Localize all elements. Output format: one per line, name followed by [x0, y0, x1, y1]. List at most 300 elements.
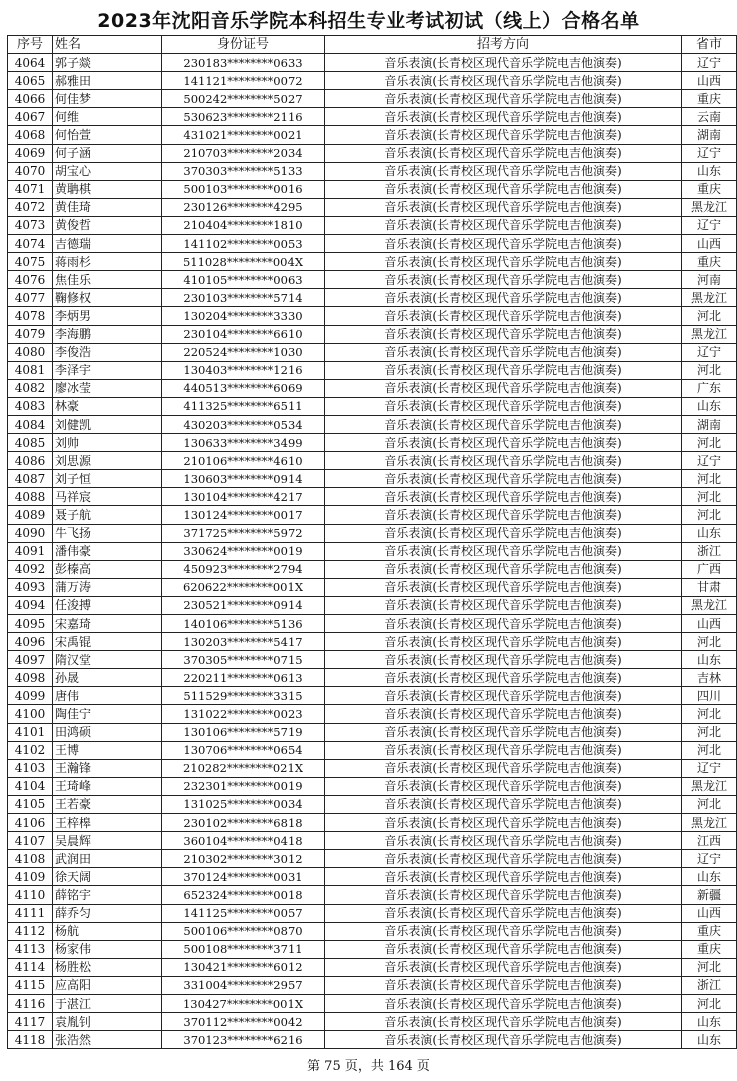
cell-direction: 音乐表演(长青校区现代音乐学院电吉他演奏) — [325, 814, 682, 832]
table-row — [8, 560, 737, 578]
table-row — [8, 343, 737, 361]
cell-name: 何佳梦 — [53, 90, 162, 108]
cell-name: 唐伟 — [53, 687, 162, 705]
admission-list-table — [7, 35, 737, 1049]
cell-id: 130104********4217 — [162, 488, 325, 506]
cell-direction: 音乐表演(长青校区现代音乐学院电吉他演奏) — [325, 54, 682, 72]
cell-no: 4107 — [8, 832, 53, 850]
cell-id: 141125********0057 — [162, 904, 325, 922]
cell-direction: 音乐表演(长青校区现代音乐学院电吉他演奏) — [325, 651, 682, 669]
cell-province: 河北 — [682, 361, 737, 379]
cell-province: 山西 — [682, 72, 737, 90]
table-row — [8, 126, 737, 144]
cell-no: 4064 — [8, 54, 53, 72]
cell-id: 210282********021X — [162, 759, 325, 777]
cell-no: 4074 — [8, 235, 53, 253]
table-body — [8, 54, 737, 1049]
cell-id: 230102********6818 — [162, 814, 325, 832]
cell-no: 4091 — [8, 542, 53, 560]
table-row — [8, 958, 737, 976]
cell-direction: 音乐表演(长青校区现代音乐学院电吉他演奏) — [325, 723, 682, 741]
table-row — [8, 723, 737, 741]
table-row — [8, 542, 737, 560]
cell-province: 山东 — [682, 651, 737, 669]
cell-direction: 音乐表演(长青校区现代音乐学院电吉他演奏) — [325, 542, 682, 560]
cell-direction: 音乐表演(长青校区现代音乐学院电吉他演奏) — [325, 940, 682, 958]
cell-no: 4068 — [8, 126, 53, 144]
cell-direction: 音乐表演(长青校区现代音乐学院电吉他演奏) — [325, 397, 682, 415]
cell-no: 4070 — [8, 162, 53, 180]
cell-province: 广东 — [682, 379, 737, 397]
cell-province: 河北 — [682, 633, 737, 651]
cell-id: 370305********0715 — [162, 651, 325, 669]
cell-id: 440513********6069 — [162, 379, 325, 397]
cell-name: 何维 — [53, 108, 162, 126]
cell-id: 210703********2034 — [162, 144, 325, 162]
cell-no: 4093 — [8, 578, 53, 596]
cell-name: 廖冰莹 — [53, 379, 162, 397]
cell-province: 河北 — [682, 488, 737, 506]
cell-no: 4108 — [8, 850, 53, 868]
cell-direction: 音乐表演(长青校区现代音乐学院电吉他演奏) — [325, 922, 682, 940]
cell-no: 4081 — [8, 361, 53, 379]
cell-no: 4088 — [8, 488, 53, 506]
cell-id: 410105********0063 — [162, 271, 325, 289]
table-row — [8, 271, 737, 289]
cell-no: 4069 — [8, 144, 53, 162]
cell-no: 4080 — [8, 343, 53, 361]
cell-id: 130403********1216 — [162, 361, 325, 379]
cell-province: 湖南 — [682, 415, 737, 433]
cell-name: 吴晨辉 — [53, 832, 162, 850]
cell-id: 131022********0023 — [162, 705, 325, 723]
cell-direction: 音乐表演(长青校区现代音乐学院电吉他演奏) — [325, 832, 682, 850]
cell-province: 河北 — [682, 741, 737, 759]
cell-id: 220524********1030 — [162, 343, 325, 361]
cell-name: 刘子恒 — [53, 470, 162, 488]
cell-no: 4083 — [8, 397, 53, 415]
cell-province: 云南 — [682, 108, 737, 126]
cell-id: 411325********6511 — [162, 397, 325, 415]
cell-province: 四川 — [682, 687, 737, 705]
table-row — [8, 615, 737, 633]
cell-no: 4086 — [8, 452, 53, 470]
cell-no: 4089 — [8, 506, 53, 524]
table-row — [8, 850, 737, 868]
column-header-no: 序号 — [8, 36, 53, 54]
cell-id: 130633********3499 — [162, 434, 325, 452]
cell-name: 潘伟豪 — [53, 542, 162, 560]
cell-name: 何子涵 — [53, 144, 162, 162]
cell-province: 河南 — [682, 271, 737, 289]
table-row — [8, 759, 737, 777]
cell-no: 4116 — [8, 994, 53, 1012]
cell-name: 牛飞扬 — [53, 524, 162, 542]
cell-no: 4100 — [8, 705, 53, 723]
cell-no: 4087 — [8, 470, 53, 488]
cell-id: 210404********1810 — [162, 216, 325, 234]
cell-direction: 音乐表演(长青校区现代音乐学院电吉他演奏) — [325, 488, 682, 506]
table-row — [8, 90, 737, 108]
cell-name: 林豪 — [53, 397, 162, 415]
table-row — [8, 596, 737, 614]
table-row — [8, 452, 737, 470]
table-row — [8, 705, 737, 723]
cell-no: 4085 — [8, 434, 53, 452]
table-row — [8, 868, 737, 886]
cell-name: 隋汉堂 — [53, 651, 162, 669]
cell-id: 130204********3330 — [162, 307, 325, 325]
cell-direction: 音乐表演(长青校区现代音乐学院电吉他演奏) — [325, 904, 682, 922]
column-header-province: 省市 — [682, 36, 737, 54]
table-row — [8, 361, 737, 379]
table-row — [8, 578, 737, 596]
cell-name: 王梓槔 — [53, 814, 162, 832]
cell-no: 4098 — [8, 669, 53, 687]
cell-id: 230103********5714 — [162, 289, 325, 307]
cell-id: 130603********0914 — [162, 470, 325, 488]
cell-name: 黄佳琦 — [53, 198, 162, 216]
cell-no: 4099 — [8, 687, 53, 705]
cell-province: 山西 — [682, 615, 737, 633]
cell-province: 黑龙江 — [682, 325, 737, 343]
cell-id: 220211********0613 — [162, 669, 325, 687]
table-row — [8, 886, 737, 904]
cell-province: 吉林 — [682, 669, 737, 687]
cell-province: 黑龙江 — [682, 777, 737, 795]
cell-no: 4078 — [8, 307, 53, 325]
cell-no: 4071 — [8, 180, 53, 198]
table-row — [8, 741, 737, 759]
cell-name: 刘健凯 — [53, 415, 162, 433]
cell-direction: 音乐表演(长青校区现代音乐学院电吉他演奏) — [325, 216, 682, 234]
table-row — [8, 180, 737, 198]
cell-direction: 音乐表演(长青校区现代音乐学院电吉他演奏) — [325, 1013, 682, 1031]
cell-province: 重庆 — [682, 180, 737, 198]
cell-direction: 音乐表演(长青校区现代音乐学院电吉他演奏) — [325, 361, 682, 379]
cell-province: 广西 — [682, 560, 737, 578]
cell-direction: 音乐表演(长青校区现代音乐学院电吉他演奏) — [325, 271, 682, 289]
table-row — [8, 253, 737, 271]
cell-name: 刘帅 — [53, 434, 162, 452]
table-row — [8, 434, 737, 452]
cell-name: 刘思源 — [53, 452, 162, 470]
table-row — [8, 470, 737, 488]
cell-no: 4072 — [8, 198, 53, 216]
cell-direction: 音乐表演(长青校区现代音乐学院电吉他演奏) — [325, 325, 682, 343]
cell-no: 4110 — [8, 886, 53, 904]
cell-province: 河北 — [682, 434, 737, 452]
cell-id: 210302********3012 — [162, 850, 325, 868]
cell-province: 河北 — [682, 506, 737, 524]
cell-direction: 音乐表演(长青校区现代音乐学院电吉他演奏) — [325, 886, 682, 904]
cell-direction: 音乐表演(长青校区现代音乐学院电吉他演奏) — [325, 560, 682, 578]
table-row — [8, 415, 737, 433]
cell-name: 孙晟 — [53, 669, 162, 687]
table-row — [8, 325, 737, 343]
cell-direction: 音乐表演(长青校区现代音乐学院电吉他演奏) — [325, 795, 682, 813]
cell-province: 黑龙江 — [682, 289, 737, 307]
cell-name: 李海鹏 — [53, 325, 162, 343]
cell-id: 360104********0418 — [162, 832, 325, 850]
table-row — [8, 72, 737, 90]
table-row — [8, 976, 737, 994]
cell-province: 河北 — [682, 705, 737, 723]
table-row — [8, 904, 737, 922]
cell-direction: 音乐表演(长青校区现代音乐学院电吉他演奏) — [325, 976, 682, 994]
cell-direction: 音乐表演(长青校区现代音乐学院电吉他演奏) — [325, 994, 682, 1012]
cell-name: 王博 — [53, 741, 162, 759]
cell-direction: 音乐表演(长青校区现代音乐学院电吉他演奏) — [325, 470, 682, 488]
cell-id: 130421********6012 — [162, 958, 325, 976]
table-row — [8, 1013, 737, 1031]
cell-province: 辽宁 — [682, 759, 737, 777]
cell-id: 652324********0018 — [162, 886, 325, 904]
cell-name: 宋嘉琦 — [53, 615, 162, 633]
cell-name: 聂子航 — [53, 506, 162, 524]
cell-name: 杨航 — [53, 922, 162, 940]
cell-province: 浙江 — [682, 542, 737, 560]
cell-name: 袁胤钊 — [53, 1013, 162, 1031]
cell-province: 重庆 — [682, 90, 737, 108]
cell-id: 210106********4610 — [162, 452, 325, 470]
table-row — [8, 940, 737, 958]
cell-province: 河北 — [682, 723, 737, 741]
cell-province: 山东 — [682, 397, 737, 415]
cell-no: 4079 — [8, 325, 53, 343]
cell-province: 黑龙江 — [682, 596, 737, 614]
cell-id: 130106********5719 — [162, 723, 325, 741]
cell-id: 450923********2794 — [162, 560, 325, 578]
page-footer: 第 75 页，共 164 页 — [307, 1059, 430, 1074]
cell-province: 山东 — [682, 868, 737, 886]
cell-name: 蒲万涛 — [53, 578, 162, 596]
cell-name: 任浚搏 — [53, 596, 162, 614]
cell-province: 湖南 — [682, 126, 737, 144]
cell-direction: 音乐表演(长青校区现代音乐学院电吉他演奏) — [325, 379, 682, 397]
cell-direction: 音乐表演(长青校区现代音乐学院电吉他演奏) — [325, 343, 682, 361]
cell-direction: 音乐表演(长青校区现代音乐学院电吉他演奏) — [325, 289, 682, 307]
cell-id: 131025********0034 — [162, 795, 325, 813]
column-header-name: 姓名 — [53, 36, 162, 54]
cell-name: 杨家伟 — [53, 940, 162, 958]
cell-name: 李俊浩 — [53, 343, 162, 361]
cell-province: 重庆 — [682, 253, 737, 271]
cell-no: 4109 — [8, 868, 53, 886]
cell-no: 4065 — [8, 72, 53, 90]
cell-name: 何怡萱 — [53, 126, 162, 144]
cell-province: 河北 — [682, 994, 737, 1012]
cell-province: 甘肃 — [682, 578, 737, 596]
table-row — [8, 922, 737, 940]
cell-province: 新疆 — [682, 886, 737, 904]
cell-name: 胡宝心 — [53, 162, 162, 180]
cell-name: 陶佳宁 — [53, 705, 162, 723]
cell-no: 4094 — [8, 596, 53, 614]
cell-province: 辽宁 — [682, 850, 737, 868]
cell-id: 130427********001X — [162, 994, 325, 1012]
cell-id: 370123********6216 — [162, 1031, 325, 1049]
cell-id: 371725********5972 — [162, 524, 325, 542]
cell-id: 431021********0021 — [162, 126, 325, 144]
table-row — [8, 524, 737, 542]
cell-name: 王瀚锋 — [53, 759, 162, 777]
cell-province: 山西 — [682, 904, 737, 922]
table-row — [8, 687, 737, 705]
cell-no: 4075 — [8, 253, 53, 271]
cell-direction: 音乐表演(长青校区现代音乐学院电吉他演奏) — [325, 958, 682, 976]
table-row — [8, 162, 737, 180]
cell-direction: 音乐表演(长青校区现代音乐学院电吉他演奏) — [325, 415, 682, 433]
cell-province: 辽宁 — [682, 343, 737, 361]
table-row — [8, 633, 737, 651]
table-row — [8, 108, 737, 126]
cell-province: 山东 — [682, 1013, 737, 1031]
cell-direction: 音乐表演(长青校区现代音乐学院电吉他演奏) — [325, 1031, 682, 1049]
cell-name: 应高阳 — [53, 976, 162, 994]
cell-province: 江西 — [682, 832, 737, 850]
cell-no: 4106 — [8, 814, 53, 832]
cell-no: 4104 — [8, 777, 53, 795]
cell-id: 511028********004X — [162, 253, 325, 271]
cell-no: 4097 — [8, 651, 53, 669]
page-title: 2023年沈阳音乐学院本科招生专业考试初试（线上）合格名单 — [97, 10, 640, 32]
table-row — [8, 651, 737, 669]
cell-no: 4084 — [8, 415, 53, 433]
cell-id: 500106********0870 — [162, 922, 325, 940]
cell-name: 徐天阔 — [53, 868, 162, 886]
cell-direction: 音乐表演(长青校区现代音乐学院电吉他演奏) — [325, 180, 682, 198]
table-row — [8, 54, 737, 72]
cell-id: 500242********5027 — [162, 90, 325, 108]
cell-name: 薛乔匀 — [53, 904, 162, 922]
cell-no: 4117 — [8, 1013, 53, 1031]
cell-direction: 音乐表演(长青校区现代音乐学院电吉他演奏) — [325, 126, 682, 144]
table-row — [8, 994, 737, 1012]
cell-name: 鞠修权 — [53, 289, 162, 307]
cell-id: 232301********0019 — [162, 777, 325, 795]
cell-direction: 音乐表演(长青校区现代音乐学院电吉他演奏) — [325, 144, 682, 162]
cell-direction: 音乐表演(长青校区现代音乐学院电吉他演奏) — [325, 524, 682, 542]
cell-id: 511529********3315 — [162, 687, 325, 705]
cell-id: 141121********0072 — [162, 72, 325, 90]
table-row — [8, 198, 737, 216]
cell-province: 河北 — [682, 470, 737, 488]
cell-id: 430203********0534 — [162, 415, 325, 433]
cell-direction: 音乐表演(长青校区现代音乐学院电吉他演奏) — [325, 506, 682, 524]
table-row — [8, 814, 737, 832]
cell-name: 于湛江 — [53, 994, 162, 1012]
cell-direction: 音乐表演(长青校区现代音乐学院电吉他演奏) — [325, 253, 682, 271]
table-row — [8, 379, 737, 397]
table-row — [8, 144, 737, 162]
cell-province: 山东 — [682, 524, 737, 542]
cell-no: 4067 — [8, 108, 53, 126]
cell-direction: 音乐表演(长青校区现代音乐学院电吉他演奏) — [325, 162, 682, 180]
cell-no: 4112 — [8, 922, 53, 940]
table-header-row — [8, 36, 737, 54]
cell-id: 130124********0017 — [162, 506, 325, 524]
cell-province: 山东 — [682, 162, 737, 180]
cell-province: 辽宁 — [682, 144, 737, 162]
cell-id: 140106********5136 — [162, 615, 325, 633]
cell-id: 230521********0914 — [162, 596, 325, 614]
cell-name: 李泽宇 — [53, 361, 162, 379]
cell-id: 230183********0633 — [162, 54, 325, 72]
cell-name: 吉德瑞 — [53, 235, 162, 253]
cell-direction: 音乐表演(长青校区现代音乐学院电吉他演奏) — [325, 777, 682, 795]
table-row — [8, 216, 737, 234]
cell-no: 4111 — [8, 904, 53, 922]
cell-province: 浙江 — [682, 976, 737, 994]
table-row — [8, 488, 737, 506]
cell-id: 530623********2116 — [162, 108, 325, 126]
cell-no: 4095 — [8, 615, 53, 633]
cell-province: 河北 — [682, 958, 737, 976]
cell-province: 山东 — [682, 1031, 737, 1049]
table-row — [8, 832, 737, 850]
cell-direction: 音乐表演(长青校区现代音乐学院电吉他演奏) — [325, 198, 682, 216]
cell-direction: 音乐表演(长青校区现代音乐学院电吉他演奏) — [325, 687, 682, 705]
cell-province: 辽宁 — [682, 452, 737, 470]
cell-no: 4113 — [8, 940, 53, 958]
cell-id: 620622********001X — [162, 578, 325, 596]
cell-id: 330624********0019 — [162, 542, 325, 560]
table-row — [8, 795, 737, 813]
cell-no: 4092 — [8, 560, 53, 578]
cell-direction: 音乐表演(长青校区现代音乐学院电吉他演奏) — [325, 705, 682, 723]
cell-province: 重庆 — [682, 940, 737, 958]
cell-name: 蒋雨杉 — [53, 253, 162, 271]
cell-id: 130706********0654 — [162, 741, 325, 759]
cell-direction: 音乐表演(长青校区现代音乐学院电吉他演奏) — [325, 578, 682, 596]
cell-no: 4076 — [8, 271, 53, 289]
cell-name: 黄俊哲 — [53, 216, 162, 234]
cell-no: 4090 — [8, 524, 53, 542]
cell-name: 黄聃棋 — [53, 180, 162, 198]
cell-direction: 音乐表演(长青校区现代音乐学院电吉他演奏) — [325, 72, 682, 90]
cell-id: 500103********0016 — [162, 180, 325, 198]
cell-id: 141102********0053 — [162, 235, 325, 253]
cell-no: 4082 — [8, 379, 53, 397]
cell-name: 宋禹锟 — [53, 633, 162, 651]
cell-name: 彭榛高 — [53, 560, 162, 578]
cell-name: 郝雅田 — [53, 72, 162, 90]
cell-no: 4096 — [8, 633, 53, 651]
cell-id: 370112********0042 — [162, 1013, 325, 1031]
cell-province: 河北 — [682, 307, 737, 325]
cell-no: 4101 — [8, 723, 53, 741]
table-row — [8, 669, 737, 687]
cell-province: 黑龙江 — [682, 198, 737, 216]
cell-no: 4115 — [8, 976, 53, 994]
cell-direction: 音乐表演(长青校区现代音乐学院电吉他演奏) — [325, 90, 682, 108]
column-header-direction: 招考方向 — [325, 36, 682, 54]
cell-direction: 音乐表演(长青校区现代音乐学院电吉他演奏) — [325, 741, 682, 759]
cell-direction: 音乐表演(长青校区现代音乐学院电吉他演奏) — [325, 759, 682, 777]
table-row — [8, 397, 737, 415]
cell-name: 薛铭宇 — [53, 886, 162, 904]
cell-no: 4118 — [8, 1031, 53, 1049]
cell-name: 张浩然 — [53, 1031, 162, 1049]
cell-id: 370124********0031 — [162, 868, 325, 886]
cell-direction: 音乐表演(长青校区现代音乐学院电吉他演奏) — [325, 669, 682, 687]
table-row — [8, 506, 737, 524]
table-row — [8, 289, 737, 307]
cell-province: 黑龙江 — [682, 814, 737, 832]
cell-direction: 音乐表演(长青校区现代音乐学院电吉他演奏) — [325, 615, 682, 633]
cell-name: 郭子燚 — [53, 54, 162, 72]
